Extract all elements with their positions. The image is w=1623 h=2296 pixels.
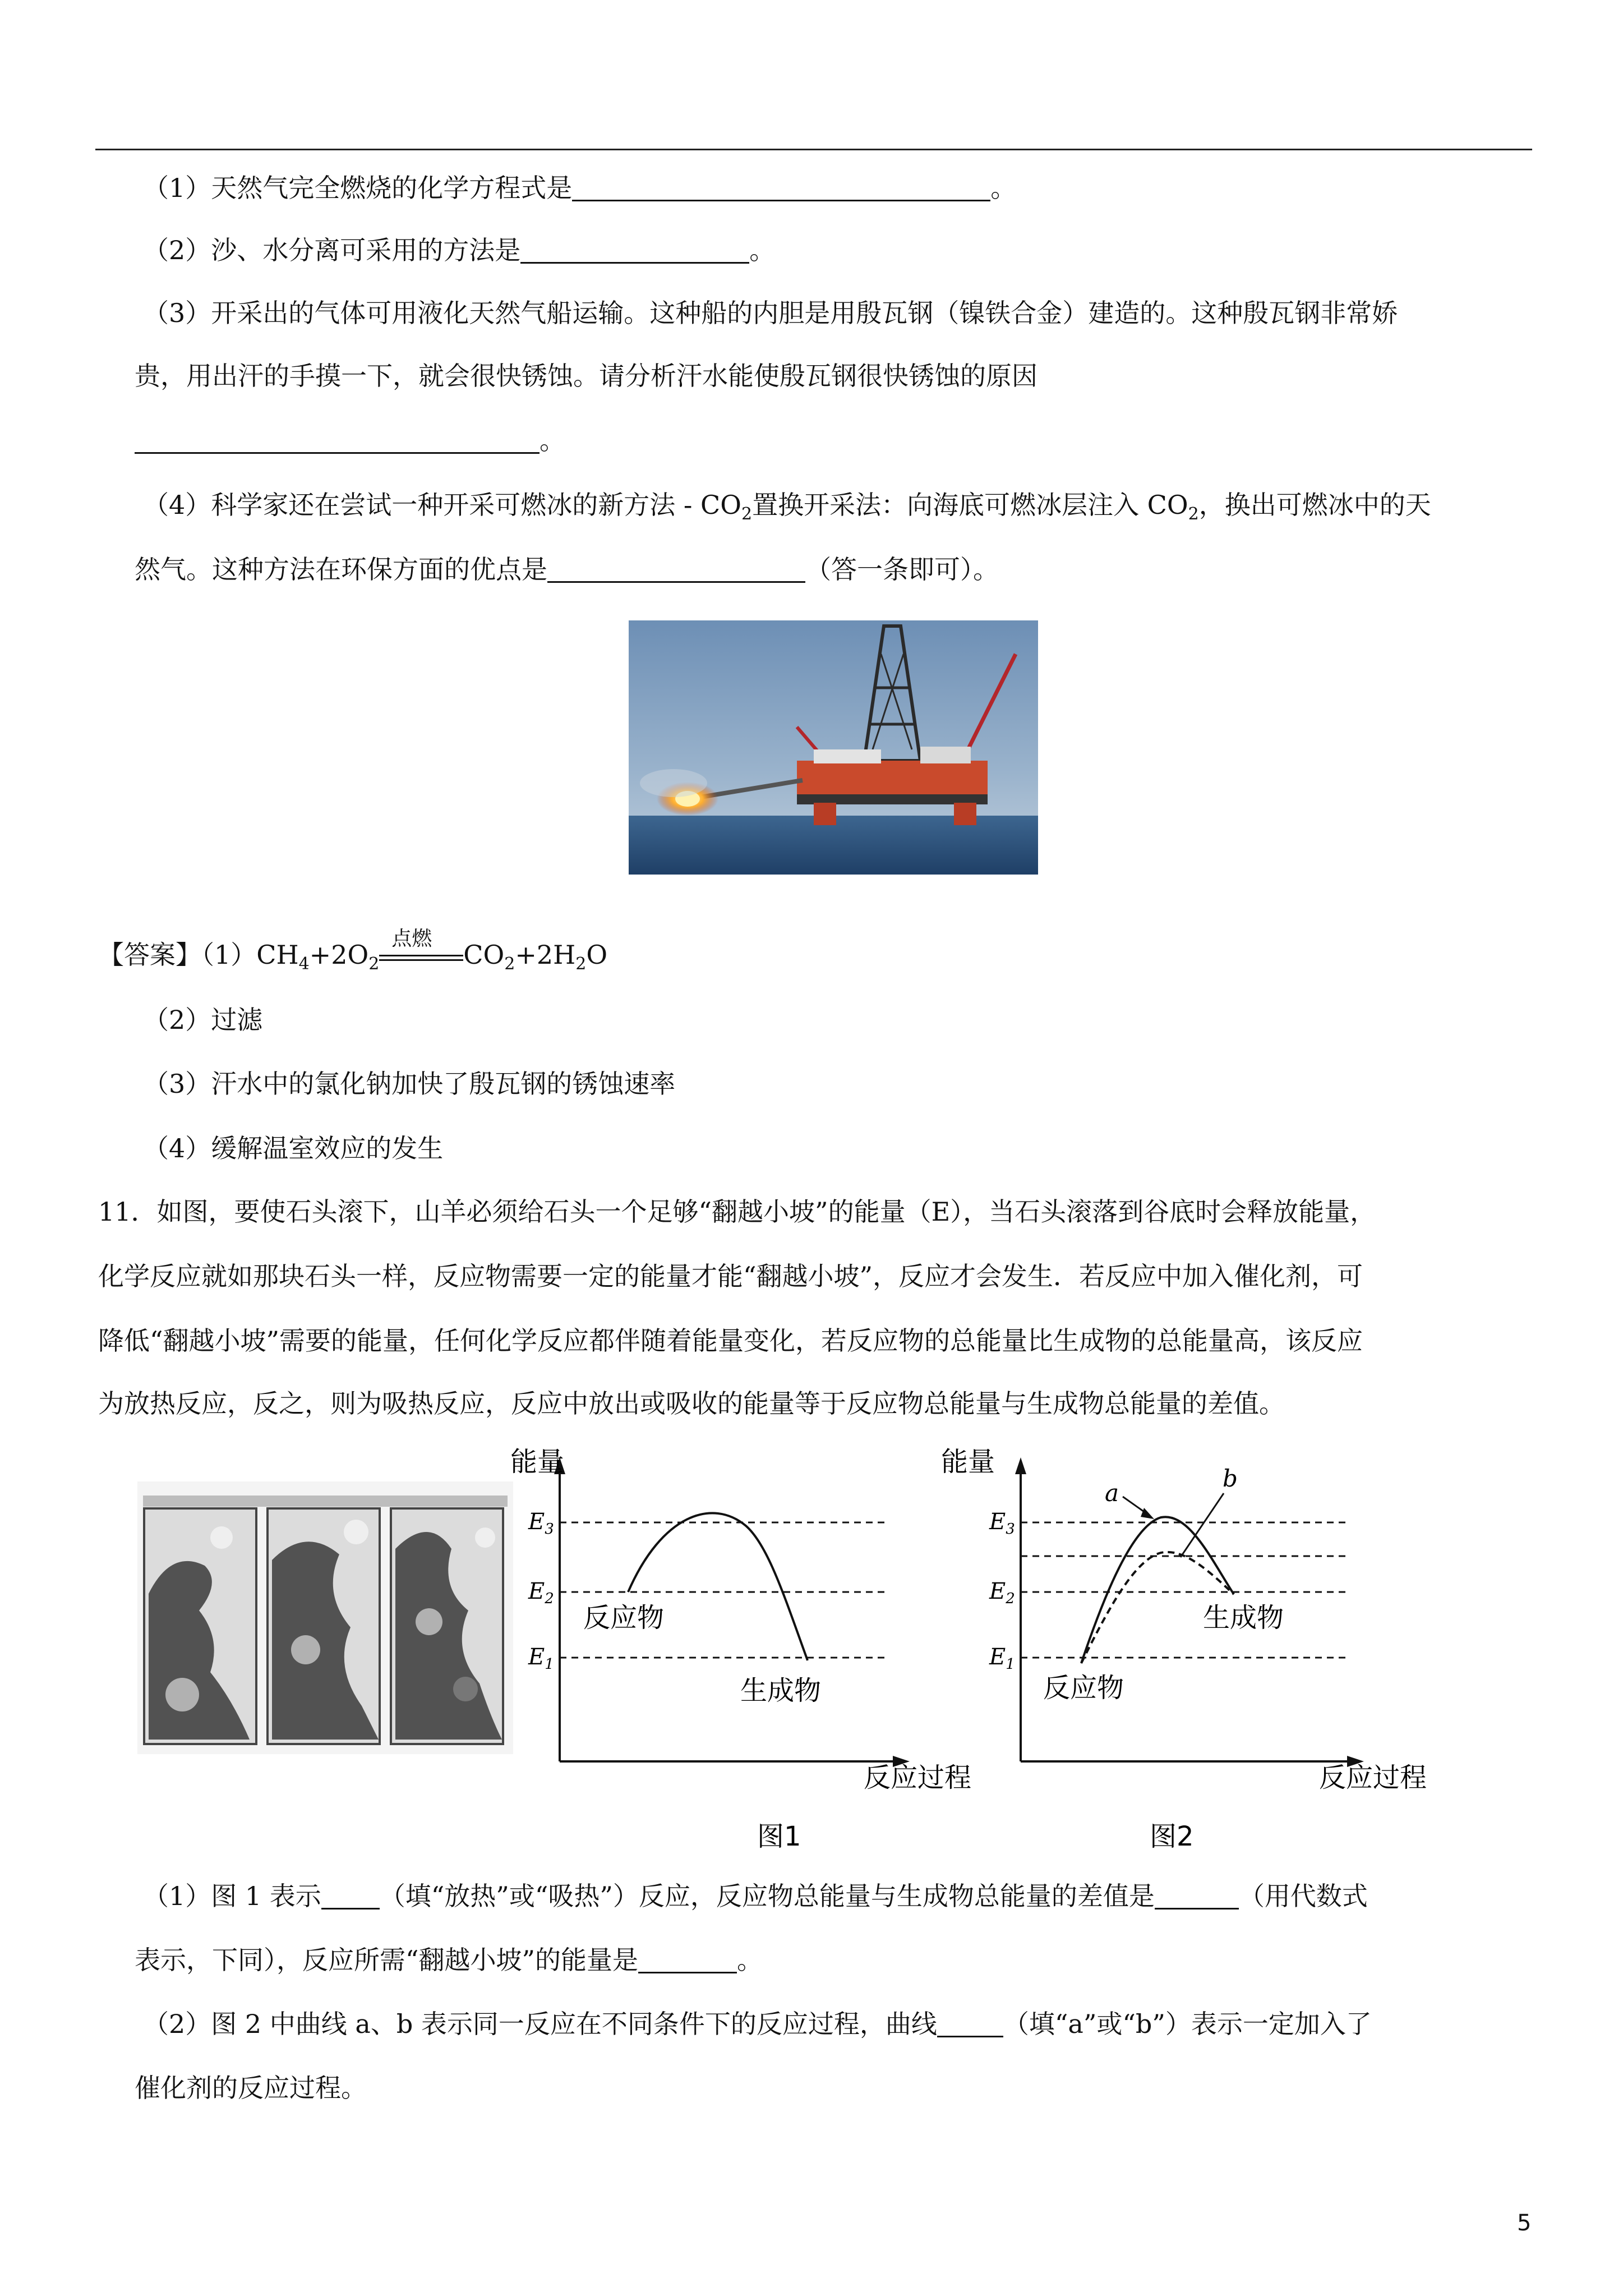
q11-intro-line3: 降低“翻越小坡”需要的能量，任何化学反应都伴随着能量变化，若反应物的总能量比生成物的总能量高，该反应: [98, 1326, 1363, 1356]
fig1-x-label: 反应过程: [864, 1762, 972, 1793]
answer-2: （2）过滤: [143, 1005, 263, 1035]
fig2-product-label: 生成物: [1203, 1602, 1284, 1634]
fig1-caption: 图1: [757, 1821, 801, 1852]
goat-pushing-stone-illustration: [137, 1481, 513, 1754]
fig1-reaction-curve: [628, 1513, 808, 1660]
page-number: 5: [1517, 2210, 1532, 2236]
answer-blank[interactable]: [135, 427, 540, 454]
fig1-e2-label: $E_2$: [528, 1579, 554, 1607]
answer-blank[interactable]: [937, 2011, 1003, 2037]
fig1-reactant-label: 反应物: [583, 1602, 665, 1634]
fig1-product-label: 生成物: [740, 1675, 822, 1706]
fig2-e3-label: $E_3$: [989, 1509, 1015, 1538]
q10-sub1: （1）天然气完全燃烧的化学方程式是 。: [143, 173, 1017, 203]
q11-intro-line1: 11．如图，要使石头滚下，山羊必须给石头一个足够“翻越小坡”的能量（E），当石头滚落到谷底时会释放能量，: [98, 1197, 1376, 1227]
fig2-curve-a: [1081, 1517, 1234, 1663]
q10-sub2: （2）沙、水分离可采用的方法是 。: [143, 235, 776, 265]
q10-sub4-line1: （4）科学家还在尝试一种开采可燃冰的新方法 - $CO_2$置换开采法：向海底可燃冰层注入 $CO_2$，换出可燃冰中的天: [143, 490, 1431, 524]
fig2-reactant-label: 反应物: [1043, 1672, 1124, 1704]
fig2-y-label: 能量: [941, 1447, 995, 1478]
fig2-curve-b-label: b: [1223, 1465, 1238, 1492]
fig2-curve-a-label: a: [1105, 1479, 1119, 1507]
q10-sub3-line3: 。: [135, 424, 565, 457]
figure-1: [510, 1447, 971, 1852]
answer-4: （4）缓解温室效应的发生: [143, 1133, 444, 1163]
q10-sub4-line2: 然气。这种方法在环保方面的优点是 （答一条即可）。: [135, 554, 999, 585]
q10-sub3-line2: 贵，用出汗的手摸一下，就会很快锈蚀。请分析汗水能使殷瓦钢很快锈蚀的原因: [135, 361, 1038, 391]
q11-intro-line2: 化学反应就如那块石头一样，反应物需要一定的能量才能“翻越小坡”，反应才会发生．若反应中加入催化剂，可: [98, 1261, 1363, 1291]
answer-blank[interactable]: [321, 1883, 380, 1910]
offshore-drilling-platform-photo: [629, 620, 1038, 875]
answer-blank[interactable]: [572, 175, 990, 201]
fig1-e1-label: $E_1$: [528, 1644, 554, 1673]
header-rule: [95, 149, 1532, 150]
fig2-e2-label: $E_2$: [989, 1579, 1015, 1607]
q11-intro-line4: 为放热反应，反之，则为吸热反应，反应中放出或吸收的能量等于反应物总能量与生成物总能量的差值。: [98, 1388, 1285, 1419]
figure-2: [941, 1447, 1427, 1852]
energy-diagrams: [510, 1447, 1464, 1862]
fig2-caption: 图2: [1150, 1821, 1194, 1852]
fig1-e3-label: $E_3$: [528, 1509, 554, 1538]
answer-1: 【答案】$(1)CH_4+2O_2$ 点燃 $CO_2+2H_2O$: [98, 927, 608, 974]
q11-sub2-line2: 催化剂的反应过程。: [135, 2073, 367, 2103]
answer-blank[interactable]: [638, 1947, 737, 1973]
answer-3: （3）汗水中的氯化钠加快了殷瓦钢的锈蚀速率: [143, 1069, 676, 1099]
reaction-condition-arrow: 点燃: [379, 942, 463, 967]
answer-blank[interactable]: [547, 556, 805, 583]
fig2-x-label: 反应过程: [1319, 1762, 1427, 1793]
fig2-e1-label: $E_1$: [989, 1644, 1015, 1673]
q11-sub1-line1: （1）图 1 表示 （填“放热”或“吸热”）反应，反应物总能量与生成物总能量的差值是 （用代数式: [143, 1881, 1368, 1911]
q10-sub3-line1: （3）开采出的气体可用液化天然气船运输。这种船的内胆是用殷瓦钢（镍铁合金）建造的。这种殷瓦钢非常娇: [143, 298, 1398, 328]
answer-blank[interactable]: [1155, 1883, 1239, 1910]
q11-sub2-line1: （2）图 2 中曲线 a、b 表示同一反应在不同条件下的反应过程，曲线 （填“a”或“b”）表示一定加入了: [143, 2009, 1372, 2039]
q11-sub1-line2: 表示，下同），反应所需“翻越小坡”的能量是 。: [135, 1945, 763, 1975]
answer-blank[interactable]: [520, 237, 749, 264]
fig1-y-label: 能量: [510, 1447, 565, 1478]
